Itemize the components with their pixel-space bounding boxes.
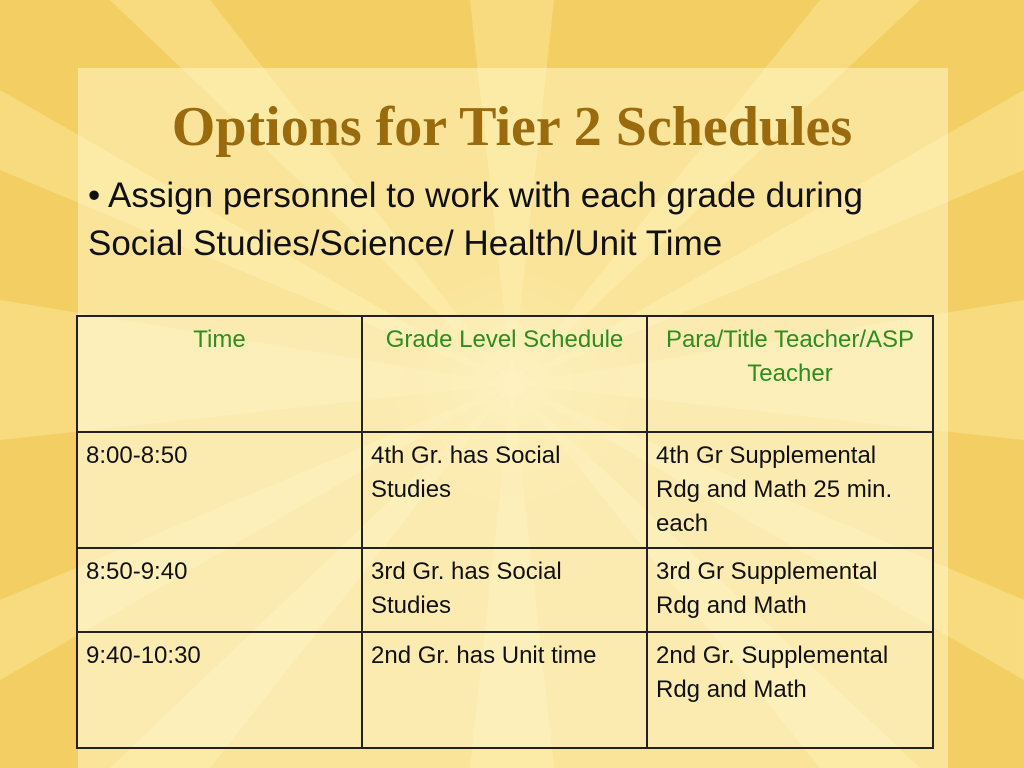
cell-teacher: 2nd Gr. Supplemental Rdg and Math <box>647 632 933 748</box>
cell-time: 8:00-8:50 <box>77 432 362 548</box>
table-header-row <box>77 316 933 432</box>
cell-grade-schedule: 2nd Gr. has Unit time <box>362 632 647 748</box>
cell-grade-schedule: 4th Gr. has Social Studies <box>362 432 647 548</box>
cell-time: 9:40-10:30 <box>77 632 362 748</box>
bullet-point: • Assign personnel to work with each grade during Social Studies/Science/ Health/Unit Time <box>88 176 863 263</box>
cell-teacher: 4th Gr Supplemental Rdg and Math 25 min. each <box>647 432 933 548</box>
table-row <box>77 548 933 632</box>
schedule-table <box>76 315 934 749</box>
header-para-title-teacher: Para/Title Teacher/ASP Teacher <box>647 316 933 432</box>
table-row <box>77 632 933 748</box>
cell-time: 8:50-9:40 <box>77 548 362 632</box>
cell-grade-schedule: 3rd Gr. has Social Studies <box>362 548 647 632</box>
table-row <box>77 432 933 548</box>
slide-title: Options for Tier 2 Schedules <box>171 96 853 158</box>
cell-teacher: 3rd Gr Supplemental Rdg and Math <box>647 548 933 632</box>
header-time: Time <box>77 316 362 432</box>
header-grade-level-schedule: Grade Level Schedule <box>362 316 647 432</box>
